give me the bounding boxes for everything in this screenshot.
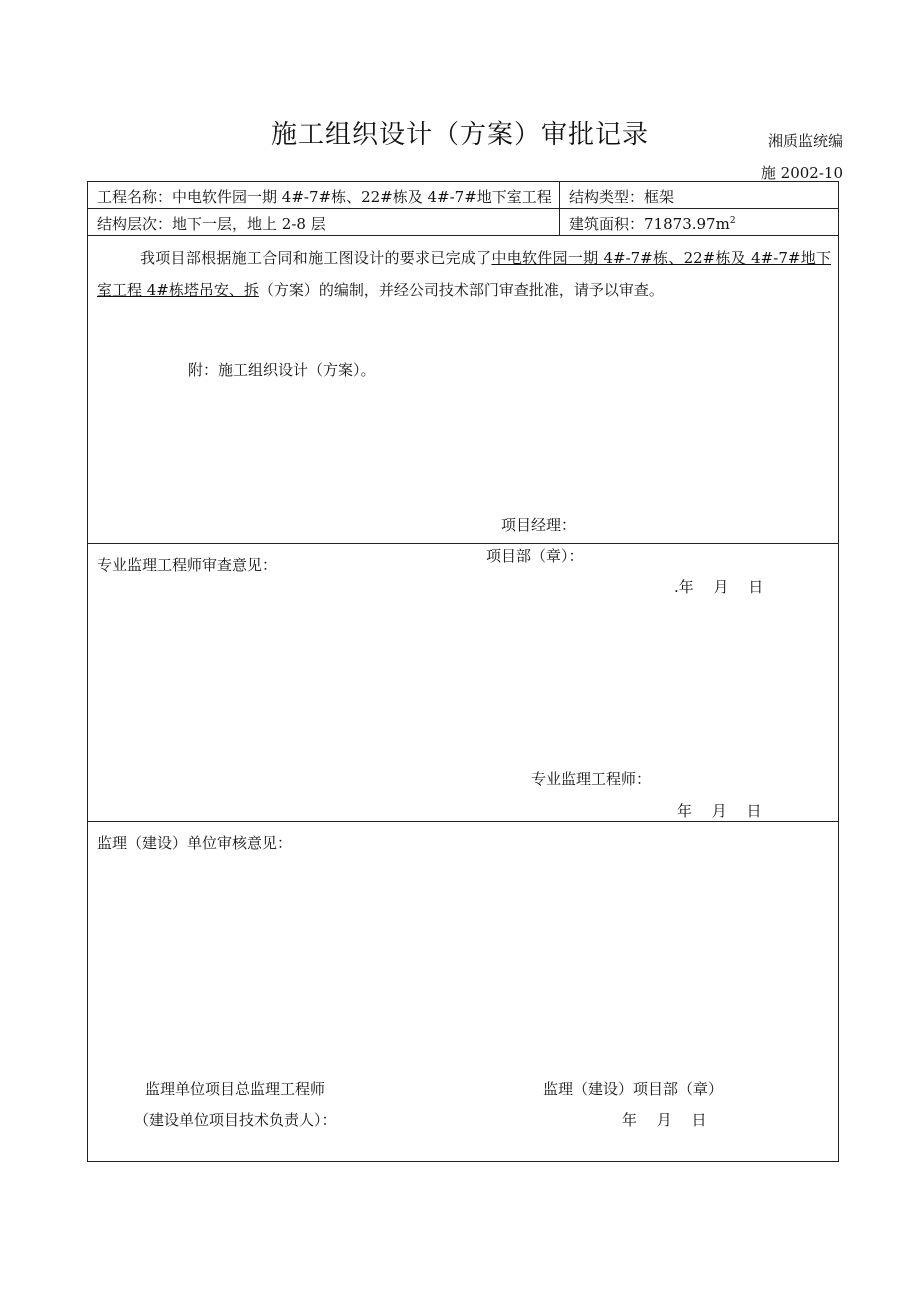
form-series-code: 湘质监统编 (767, 132, 843, 150)
column-divider (559, 182, 560, 208)
area-unit-superscript: 2 (729, 216, 736, 226)
submission-date: .年 月 日 (674, 578, 764, 596)
area-value: 71873.97m (644, 215, 730, 233)
project-info-row (88, 182, 838, 209)
chief-supervisor-label: 监理单位项目总监理工程师 (145, 1080, 326, 1098)
supervisor-review-section (88, 544, 838, 822)
structure-type-value: 框架 (644, 188, 675, 206)
project-dept-stamp-label: 项目部（章）： (486, 547, 584, 565)
submission-paragraph (97, 242, 831, 306)
structure-type-label: 结构类型： (569, 188, 645, 206)
attachment-note: 附：施工组织设计（方案）。 (188, 361, 376, 379)
area-label: 建筑面积： (569, 215, 645, 233)
owner-tech-lead-label: （建设单位项目技术负责人）： (134, 1111, 337, 1129)
supervising-engineer-label: 专业监理工程师： (531, 770, 652, 788)
form-number: 施 2002-10 (760, 164, 843, 182)
area-cell (569, 213, 736, 234)
document-title: 施工组织设计（方案）审批记录 (270, 120, 649, 150)
project-name-value: 中电软件园一期 4#-7#栋、22#栋及 4#-7#地下室工程 (172, 188, 552, 206)
submission-project-scope: 中电软件园一期 4#-7#栋、22#栋及 4#-7#地下室工程 4#栋塔吊安、拆 (97, 249, 831, 299)
submission-text-pre: 我项目部根据施工合同和施工图设计的要求已完成了 (140, 249, 492, 267)
floors-label: 结构层次： (97, 215, 173, 233)
floors-value: 地下一层，地上 2-8 层 (172, 215, 326, 233)
unit-review-date: 年 月 日 (622, 1111, 707, 1129)
unit-review-title: 监理（建设）单位审核意见： (97, 834, 293, 852)
supervisor-review-title: 专业监理工程师审查意见： (97, 556, 278, 574)
floors-cell (97, 213, 326, 234)
project-name-cell (97, 186, 552, 207)
structure-info-row (88, 209, 838, 236)
submission-text-post: （方案）的编制，并经公司技术部门审查批准，请予以审查。 (258, 281, 664, 299)
unit-review-section (88, 822, 838, 1162)
approval-form-table (87, 181, 839, 1162)
structure-type-cell (569, 186, 674, 207)
column-divider (559, 209, 560, 235)
supervisor-review-date: 年 月 日 (677, 802, 762, 820)
project-manager-label: 项目经理： (501, 516, 577, 534)
supervision-dept-stamp-label: 监理（建设）项目部（章） (543, 1080, 724, 1098)
project-name-label: 工程名称： (97, 188, 173, 206)
